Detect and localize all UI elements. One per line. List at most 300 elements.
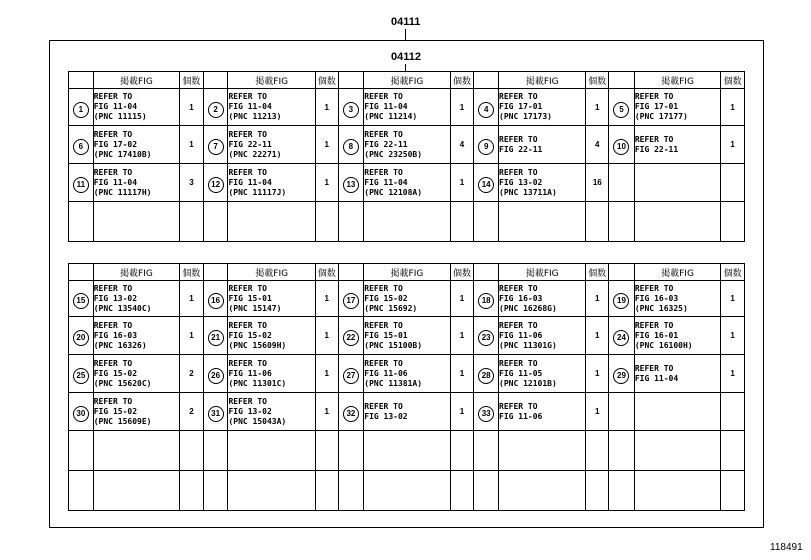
parts-table-bottom [68,263,745,511]
header-fig: 掲載FIG [499,264,586,281]
quantity-cell [450,431,474,471]
item-number-cell [338,202,364,242]
header-num-blank [69,72,94,89]
item-number-cell [203,317,228,355]
header-fig: 掲載FIG [364,264,450,281]
quantity-cell: 1 [721,89,745,126]
item-number-circle: 21 [208,330,224,346]
quantity-cell: 1 [721,281,745,317]
reference-text-line: REFER TO [364,320,403,330]
reference-text-line: FIG 17-01 [499,102,543,111]
reference-text-line: FIG 13-02 [93,293,138,303]
item-number-cell [69,281,94,317]
item-number-cell [69,317,94,355]
reference-text-line: (PNC 15692) [364,303,418,313]
quantity-cell: 1 [721,355,745,393]
fig-reference-cell [364,471,450,511]
table-row [69,126,745,164]
reference-text-line: (PNC 15043A) [228,416,287,426]
item-number-circle: 2 [208,102,224,118]
item-number-circle: 30 [73,406,89,422]
item-number-circle: 13 [343,177,359,193]
header-qty: 個数 [450,264,474,281]
quantity-cell [315,471,338,511]
item-number-circle: 32 [343,406,359,422]
item-number-cell [69,126,94,164]
fig-reference-cell [228,126,315,164]
item-number-cell [609,126,635,164]
table-row [69,393,745,431]
fig-reference-cell [499,126,586,164]
header-num-blank [203,72,228,89]
item-number-cell [338,471,364,511]
item-number-cell [203,393,228,431]
item-number-cell [474,471,499,511]
fig-reference-cell [499,431,586,471]
fig-reference-cell [499,393,586,431]
outer-leader-line [405,29,406,40]
fig-reference-cell [499,471,586,511]
quantity-cell: 1 [315,126,338,164]
fig-reference-cell [93,393,179,431]
header-num-blank [609,72,635,89]
fig-reference-cell [93,126,179,164]
reference-text-line: FIG 11-04 [93,177,138,187]
reference-text-line: FIG 15-01 [228,293,272,303]
header-fig: 掲載FIG [93,72,179,89]
header-qty: 個数 [180,264,204,281]
quantity-cell [586,431,609,471]
header-fig: 掲載FIG [228,72,315,89]
quantity-cell: 1 [315,317,338,355]
item-number-cell [338,164,364,202]
reference-text-line: REFER TO [499,134,538,144]
header-qty: 個数 [721,72,745,89]
quantity-cell: 1 [586,355,609,393]
header-num-blank [474,264,499,281]
reference-text-line: FIG 15-01 [364,330,408,340]
quantity-cell: 1 [586,393,609,431]
reference-text-line: REFER TO [93,283,133,293]
reference-text-line: (PNC 15609E) [93,416,152,426]
fig-reference-cell [499,164,586,202]
header-row [69,264,745,281]
reference-text-line: (PNC 11117J) [228,187,287,197]
reference-text-line: REFER TO [93,129,133,139]
item-number-cell [474,393,499,431]
reference-text-line: FIG 17-01 [634,102,679,111]
reference-text-line: REFER TO [634,134,674,144]
reference-text-line: (PNC 13540C) [93,303,152,313]
fig-reference-cell [228,317,315,355]
quantity-cell [721,164,745,202]
reference-text-line: FIG 15-02 [93,406,138,416]
reference-text-line: (PNC 11381A) [364,378,423,388]
quantity-cell: 4 [450,126,474,164]
reference-text-line: FIG 11-04 [93,102,138,111]
header-num-blank [338,264,364,281]
reference-text-line: FIG 15-02 [93,368,138,378]
outer-part-label: 04111 [391,16,421,28]
reference-text-line: REFER TO [228,320,267,330]
reference-text-line: REFER TO [634,283,674,293]
reference-text-line: REFER TO [228,396,267,406]
fig-reference-cell [634,164,720,202]
quantity-cell: 1 [315,89,338,126]
header-num-blank [474,72,499,89]
reference-text-line: (PNC 16325) [634,303,688,313]
item-number-cell [609,431,635,471]
quantity-cell: 1 [180,281,204,317]
fig-reference-cell [499,89,586,126]
item-number-cell [609,355,635,393]
item-number-circle: 20 [73,330,89,346]
reference-text-line: REFER TO [93,320,133,330]
reference-text-line: FIG 15-02 [228,330,272,340]
item-number-cell [474,355,499,393]
header-fig: 掲載FIG [93,264,179,281]
fig-reference-cell [93,164,179,202]
item-number-cell [609,281,635,317]
fig-reference-cell [634,431,720,471]
quantity-cell: 1 [450,89,474,126]
fig-reference-cell [364,89,450,126]
item-number-cell [338,317,364,355]
reference-text-line: FIG 15-02 [364,293,408,303]
quantity-cell: 1 [586,89,609,126]
item-number-cell [338,281,364,317]
reference-text-line: REFER TO [499,401,538,411]
quantity-cell: 4 [586,126,609,164]
header-fig: 掲載FIG [634,72,720,89]
item-number-cell [338,89,364,126]
header-qty: 個数 [450,72,474,89]
item-number-cell [338,126,364,164]
reference-text-line: REFER TO [228,92,267,101]
reference-text-line: REFER TO [364,283,403,293]
reference-text-line: FIG 11-04 [228,177,272,187]
reference-text-line: FIG 13-02 [228,406,272,416]
item-number-circle: 9 [478,139,494,155]
item-number-circle: 33 [478,406,494,422]
reference-text-line: FIG 11-04 [634,373,679,383]
item-number-cell [203,471,228,511]
reference-text-line: REFER TO [364,129,403,139]
reference-text-line: REFER TO [364,92,403,101]
reference-text-line: FIG 11-06 [364,368,408,378]
reference-text-line: REFER TO [93,358,133,368]
header-num-blank [609,264,635,281]
fig-reference-cell [634,126,720,164]
reference-text-line: REFER TO [499,320,538,330]
reference-text-line: FIG 11-04 [228,102,272,111]
item-number-circle: 4 [478,102,494,118]
reference-text-line: REFER TO [93,167,133,177]
table-row [69,355,745,393]
fig-reference-cell [364,202,450,242]
fig-reference-cell [228,355,315,393]
quantity-cell [450,202,474,242]
item-number-circle: 8 [343,139,359,155]
item-number-cell [203,126,228,164]
item-number-circle: 11 [73,177,89,193]
header-qty: 個数 [180,72,204,89]
quantity-cell: 16 [586,164,609,202]
quantity-cell: 1 [315,281,338,317]
quantity-cell: 1 [586,281,609,317]
item-number-circle: 26 [208,368,224,384]
fig-reference-cell [93,202,179,242]
item-number-circle: 28 [478,368,494,384]
item-number-circle: 15 [73,293,89,309]
item-number-circle: 12 [208,177,224,193]
quantity-cell [315,431,338,471]
header-qty: 個数 [586,264,609,281]
quantity-cell: 1 [721,317,745,355]
reference-text-line: FIG 16-01 [634,330,679,340]
reference-text-line: (PNC 11214) [364,112,418,121]
header-qty: 個数 [315,72,338,89]
header-fig: 掲載FIG [499,72,586,89]
reference-text-line: FIG 22-11 [634,144,679,154]
header-qty: 個数 [315,264,338,281]
fig-reference-cell [634,317,720,355]
item-number-cell [474,126,499,164]
quantity-cell: 1 [180,317,204,355]
quantity-cell [586,202,609,242]
reference-text-line: FIG 22-11 [364,139,408,149]
item-number-cell [609,89,635,126]
fig-reference-cell [93,431,179,471]
item-number-cell [338,431,364,471]
item-number-cell [474,89,499,126]
image-id: 118491 [770,542,803,553]
quantity-cell: 1 [450,281,474,317]
fig-reference-cell [364,164,450,202]
quantity-cell: 2 [180,355,204,393]
quantity-cell: 1 [450,393,474,431]
header-num-blank [203,264,228,281]
item-number-cell [338,393,364,431]
fig-reference-cell [93,471,179,511]
reference-text-line: (PNC 17410B) [93,149,152,159]
item-number-circle: 29 [613,368,629,384]
table-row [69,164,745,202]
fig-reference-cell [499,355,586,393]
item-number-cell [69,355,94,393]
reference-text-line: REFER TO [364,358,403,368]
item-number-cell [609,202,635,242]
item-number-circle: 22 [343,330,359,346]
item-number-circle: 25 [73,368,89,384]
item-number-cell [609,471,635,511]
reference-text-line: (PNC 22271) [228,149,282,159]
quantity-cell: 3 [180,164,204,202]
fig-reference-cell [93,89,179,126]
reference-text-line: FIG 11-06 [228,368,272,378]
item-number-cell [203,281,228,317]
reference-text-line: REFER TO [634,92,674,101]
table-row [69,431,745,471]
quantity-cell [586,471,609,511]
reference-text-line: FIG 11-06 [499,330,543,340]
reference-text-line: (PNC 17177) [634,112,688,121]
fig-reference-cell [634,471,720,511]
inner-leader-line [405,64,406,71]
reference-text-line: FIG 13-02 [499,177,543,187]
quantity-cell: 1 [450,355,474,393]
item-number-circle: 3 [343,102,359,118]
table-row [69,317,745,355]
header-num-blank [69,264,94,281]
fig-reference-cell [634,393,720,431]
quantity-cell [315,202,338,242]
reference-text-line: FIG 11-05 [499,368,543,378]
reference-text-line: FIG 22-11 [228,139,272,149]
quantity-cell [180,471,204,511]
quantity-cell: 1 [180,126,204,164]
table-row [69,471,745,511]
quantity-cell: 1 [180,89,204,126]
fig-reference-cell [364,281,450,317]
fig-reference-cell [634,202,720,242]
fig-reference-cell [634,355,720,393]
reference-text-line: FIG 13-02 [364,411,408,421]
reference-text-line: (PNC 15100B) [364,340,423,350]
reference-text-line: (PNC 23250B) [364,149,423,159]
fig-reference-cell [364,317,450,355]
fig-reference-cell [228,89,315,126]
fig-reference-cell [228,164,315,202]
quantity-cell: 1 [315,355,338,393]
item-number-cell [69,471,94,511]
fig-reference-cell [364,393,450,431]
quantity-cell: 1 [450,164,474,202]
item-number-cell [203,202,228,242]
reference-text-line: (PNC 15620C) [93,378,152,388]
item-number-cell [609,317,635,355]
fig-reference-cell [228,281,315,317]
item-number-circle: 16 [208,293,224,309]
reference-text-line: REFER TO [499,167,538,177]
fig-reference-cell [228,471,315,511]
quantity-cell [450,471,474,511]
item-number-cell [203,164,228,202]
fig-reference-cell [228,393,315,431]
quantity-cell [721,471,745,511]
reference-text-line: REFER TO [228,358,267,368]
item-number-cell [69,164,94,202]
reference-text-line: REFER TO [228,129,267,139]
reference-text-line: REFER TO [228,283,267,293]
reference-text-line: FIG 11-06 [499,411,543,421]
reference-text-line: FIG 11-04 [364,102,408,111]
item-number-circle: 6 [73,139,89,155]
parts-table-top [68,71,745,242]
quantity-cell: 1 [450,317,474,355]
fig-reference-cell [499,202,586,242]
item-number-cell [474,202,499,242]
item-number-circle: 18 [478,293,494,309]
reference-text-line: (PNC 11115) [93,112,147,121]
item-number-cell [203,89,228,126]
item-number-circle: 17 [343,293,359,309]
item-number-cell [609,393,635,431]
reference-text-line: REFER TO [93,92,133,101]
reference-text-line: (PNC 11301G) [499,340,557,350]
fig-reference-cell [499,281,586,317]
item-number-cell [203,431,228,471]
table-row [69,281,745,317]
reference-text-line: FIG 16-03 [634,293,679,303]
reference-text-line: FIG 16-03 [93,330,138,340]
reference-text-line: REFER TO [499,283,538,293]
reference-text-line: FIG 16-03 [499,293,543,303]
reference-text-line: (PNC 16268G) [499,303,557,313]
reference-text-line: (PNC 13711A) [499,187,557,197]
header-qty: 個数 [721,264,745,281]
quantity-cell: 1 [721,126,745,164]
item-number-circle: 10 [613,139,629,155]
fig-reference-cell [634,281,720,317]
quantity-cell: 1 [586,317,609,355]
item-number-cell [474,164,499,202]
item-number-circle: 24 [613,330,629,346]
reference-text-line: REFER TO [364,401,403,411]
header-qty: 個数 [586,72,609,89]
reference-text-line: (PNC 12101B) [499,378,557,388]
fig-reference-cell [93,317,179,355]
fig-reference-cell [228,431,315,471]
item-number-cell [69,393,94,431]
item-number-cell [474,281,499,317]
item-number-circle: 5 [613,102,629,118]
reference-text-line: (PNC 15147) [228,303,282,313]
reference-text-line: REFER TO [93,396,133,406]
quantity-cell: 1 [315,164,338,202]
table-row [69,89,745,126]
reference-text-line: FIG 11-04 [364,177,408,187]
item-number-cell [69,202,94,242]
reference-text-line: (PNC 17173) [499,112,552,121]
reference-text-line: REFER TO [499,358,538,368]
reference-text-line: (PNC 11213) [228,112,282,121]
item-number-cell [338,355,364,393]
item-number-cell [69,431,94,471]
header-fig: 掲載FIG [634,264,720,281]
reference-text-line: REFER TO [499,92,538,101]
item-number-cell [474,317,499,355]
header-row [69,72,745,89]
item-number-cell [609,164,635,202]
reference-text-line: (PNC 16100H) [634,340,693,350]
reference-text-line: REFER TO [634,320,674,330]
item-number-cell [203,355,228,393]
reference-text-line: (PNC 11117H) [93,187,152,197]
header-fig: 掲載FIG [364,72,450,89]
fig-reference-cell [364,126,450,164]
fig-reference-cell [499,317,586,355]
item-number-circle: 14 [478,177,494,193]
quantity-cell [721,202,745,242]
fig-reference-cell [93,281,179,317]
reference-text-line: (PNC 15609H) [228,340,287,350]
reference-text-line: (PNC 12108A) [364,187,423,197]
item-number-circle: 23 [478,330,494,346]
fig-reference-cell [364,431,450,471]
item-number-cell [69,89,94,126]
header-num-blank [338,72,364,89]
